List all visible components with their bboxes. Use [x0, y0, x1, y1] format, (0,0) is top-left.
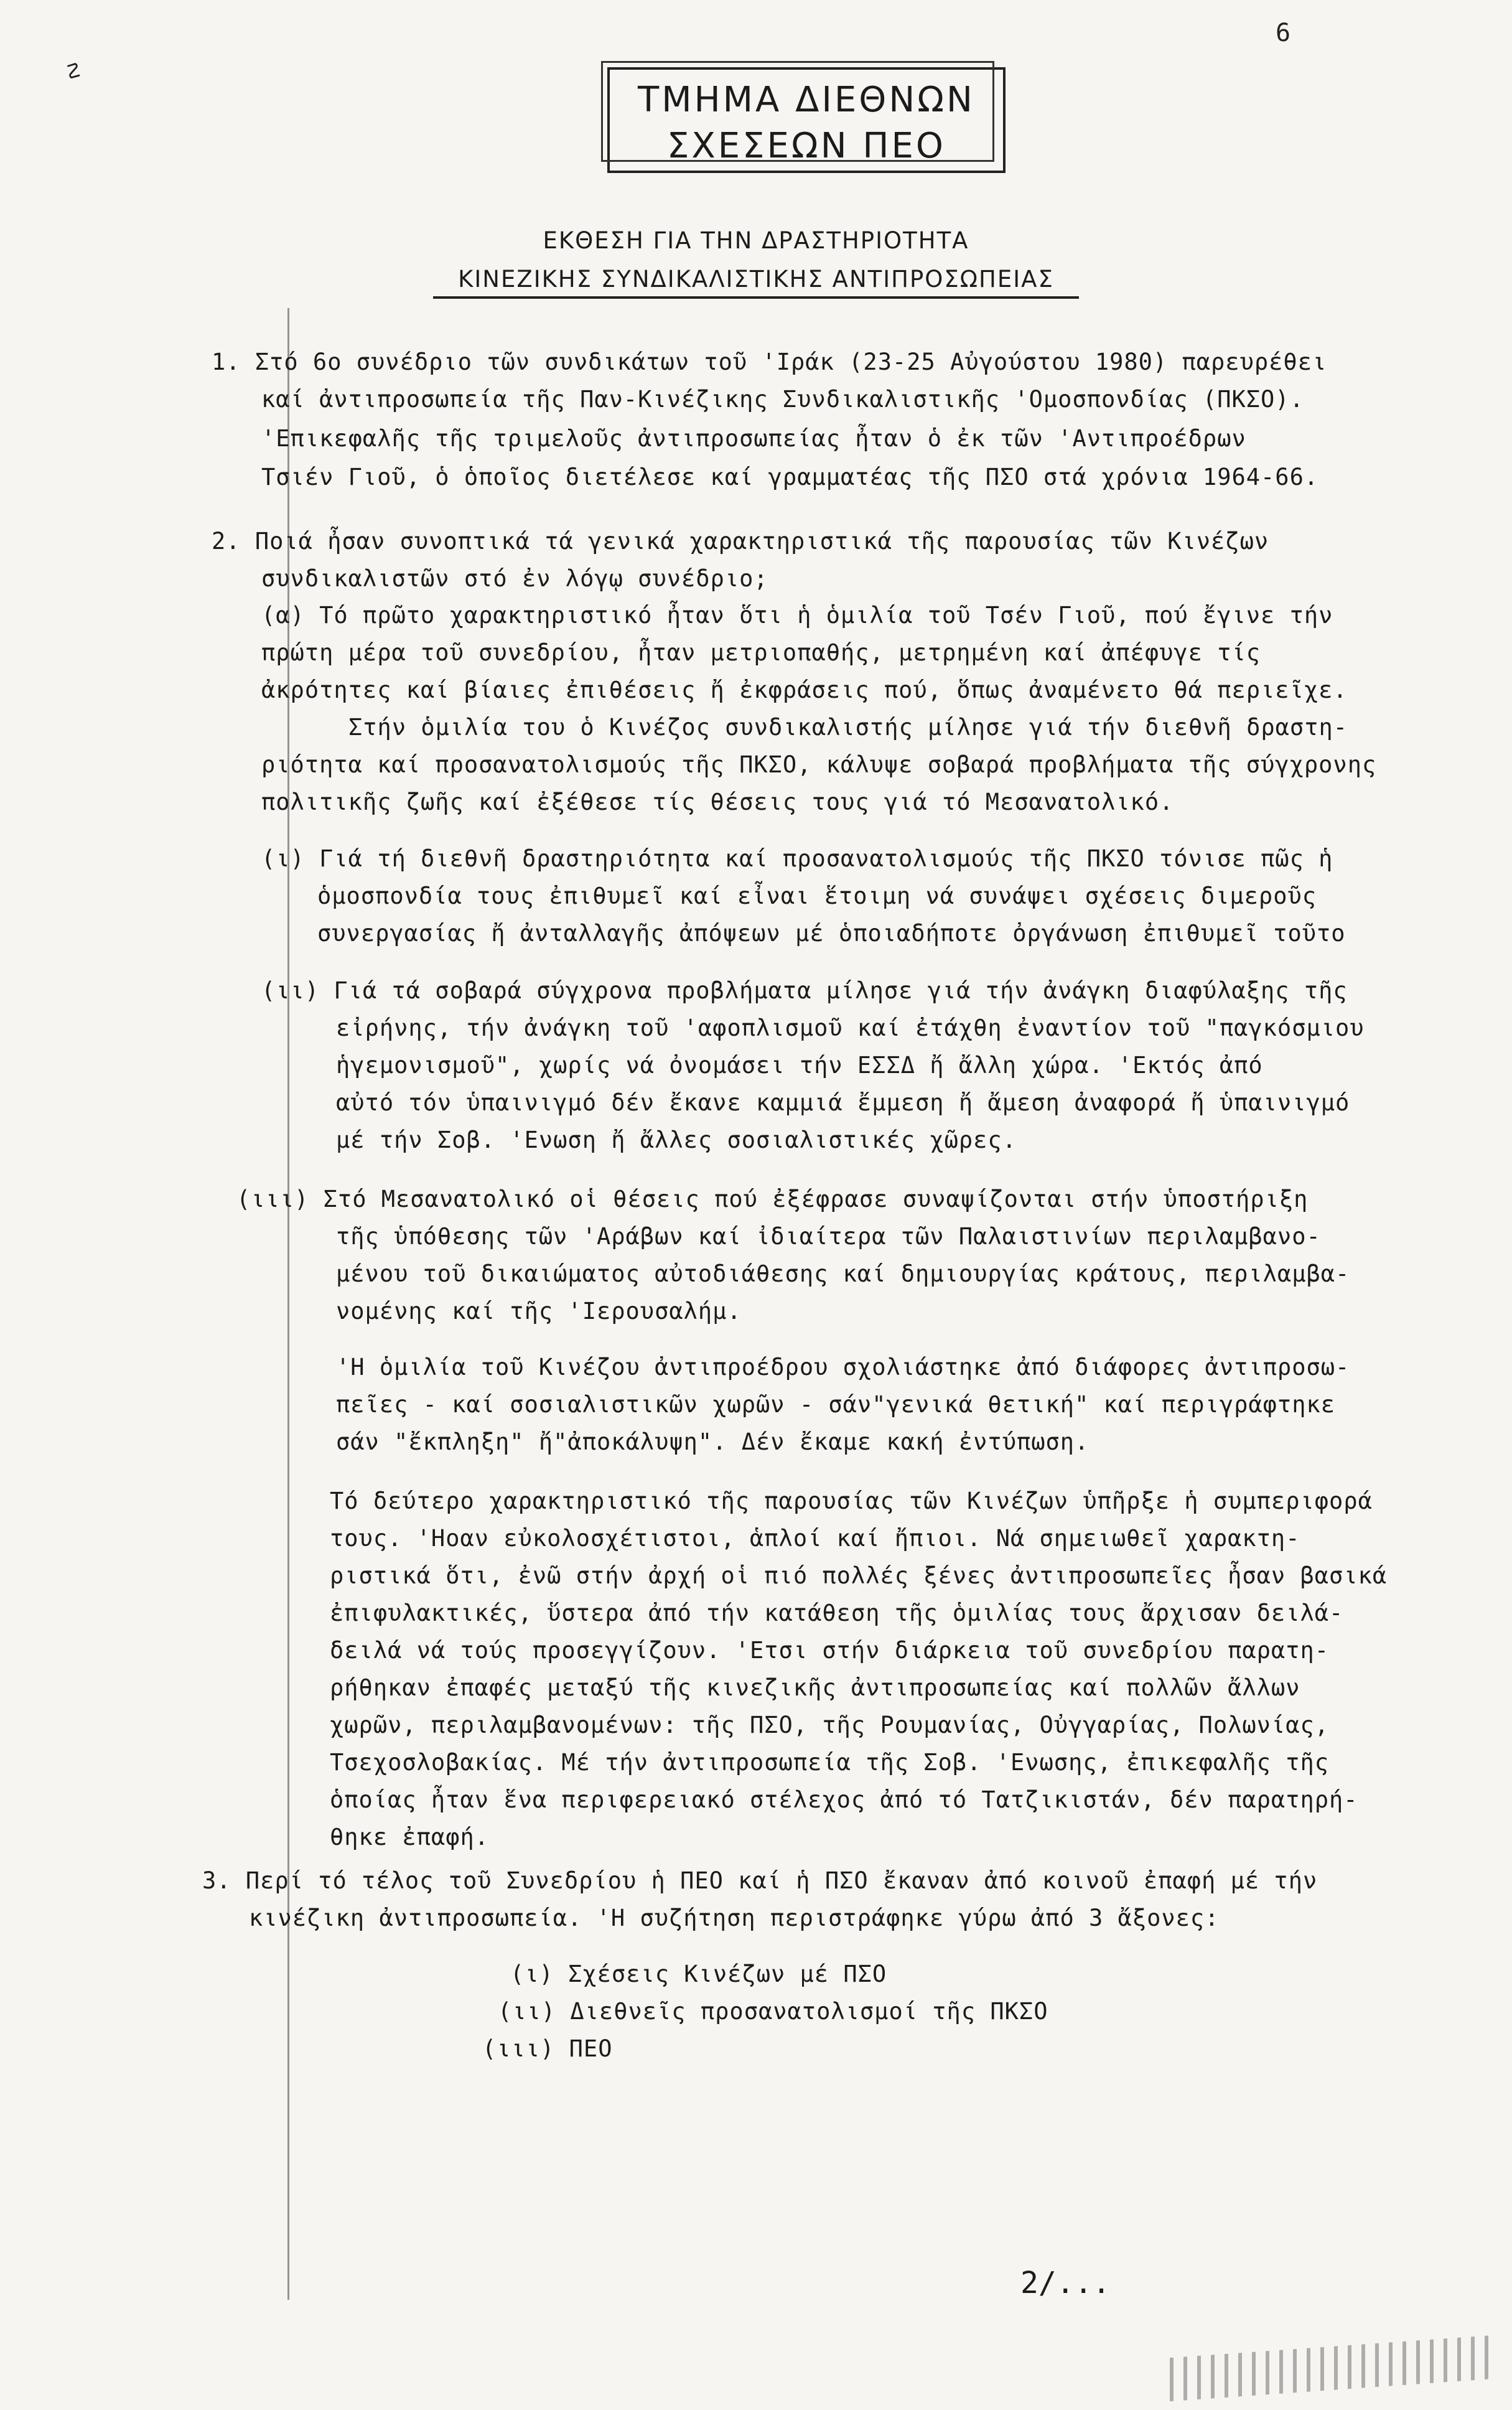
- report-title-line-1: ΕΚΘΕΣΗ ΓΙΑ ΤΗΝ ΔΡΑΣΤΗΡΙΟΤΗΤΑ: [543, 227, 969, 254]
- text-line-17: εἰρήνης, τήν ἀνάγκη τοῦ 'αφοπλισμοῦ καί ἐτάχθη ἐναντίον τοῦ "παγκόσμιου: [336, 1015, 1365, 1041]
- text-line-34: χωρῶν, περιλαμβανομένων: τῆς ΠΣΟ, τῆς Ρουμανίας, Οὐγγαρίας, Πολωνίας,: [330, 1712, 1330, 1738]
- stamp-line-1: ΤΜΗΜΑ ΔΙΕΘΝΩΝ: [638, 80, 975, 120]
- text-line-30: ριστικά ὅτι, ἐνῶ στήν ἀρχή οἱ πιό πολλές ξένες ἀντιπροσωπεῖες ἦσαν βασικά: [330, 1562, 1388, 1589]
- text-line-28: Τό δεύτερο χαρακτηριστικό τῆς παρουσίας τῶν Κινέζων ὑπῆρξε ἡ συμπεριφορά: [330, 1488, 1373, 1514]
- text-line-8: πρώτη μέρα τοῦ συνεδρίου, ἦταν μετριοπαθής, μετρημένη καί ἀπέφυγε τίς: [261, 639, 1261, 666]
- text-line-19: αὐτό τόν ὑπαινιγμό δέν ἔκανε καμμιά ἔμμεση ἤ ἄμεση ἀναφορά ἤ ὑπαινιγμό: [336, 1089, 1350, 1116]
- text-line-15: συνεργασίας ἤ ἀνταλλαγῆς ἀπόψεων μέ ὁποιαδήποτε ὀργάνωση ἐπιθυμεῖ τοῦτο: [317, 920, 1346, 947]
- text-line-11: ριότητα καί προσανατολισμούς τῆς ΠΚΣΟ, κάλυψε σοβαρά προβλήματα τῆς σύγχρονης: [261, 751, 1377, 778]
- text-line-26: πεῖες - καί σοσιαλιστικῶν χωρῶν - σάν"γενικά θετική" καί περιγράφτηκε: [336, 1391, 1336, 1418]
- text-line-20: μέ τήν Σοβ. 'Ενωση ἤ ἄλλες σοσιαλιστικές χῶρες.: [336, 1127, 1017, 1153]
- text-line-23: μένου τοῦ δικαιώματος αὐτοδιάθεσης καί δημιουργίας κράτους, περιλαμβα-: [336, 1260, 1350, 1287]
- page-number: 2/...: [1020, 2266, 1111, 2300]
- text-line-7: (α) Τό πρῶτο χαρακτηριστικό ἦταν ὅτι ἡ ὁμιλία τοῦ Τσέν Γιοῦ, πού ἔγινε τήν: [261, 602, 1333, 629]
- text-line-2: καί ἀντιπροσωπεία τῆς Παν-Κινέζικης Συνδικαλιστικῆς 'Ομοσπονδίας (ΠΚΣΟ).: [261, 386, 1304, 413]
- corner-number: 6: [1276, 19, 1291, 47]
- text-line-13: (ι) Γιά τή διεθνῆ δραστηριότητα καί προσανατολισμούς τῆς ΠΚΣΟ τόνισε πῶς ἡ: [261, 845, 1333, 872]
- text-line-32: δειλά νά τούς προσεγγίζουν. 'Ετσι στήν διάρκεια τοῦ συνεδρίου παρατη-: [330, 1637, 1330, 1664]
- text-line-35: Τσεχοσλοβακίας. Μέ τήν ἀντιπροσωπεία τῆς Σοβ. 'Ενωσης, ἐπικεφαλῆς τῆς: [330, 1749, 1330, 1776]
- text-line-27: σάν "ἔκπληξη" ἤ"ἀποκάλυψη". Δέν ἔκαμε κακή ἐντύπωση.: [336, 1428, 1090, 1455]
- text-line-42: (ιιι) ΠΕΟ: [482, 2035, 613, 2062]
- text-line-38: 3. Περί τό τέλος τοῦ Συνεδρίου ἡ ΠΕΟ καί ἡ ΠΣΟ ἔκαναν ἀπό κοινοῦ ἐπαφή μέ τήν: [202, 1867, 1318, 1894]
- text-line-9: ἀκρότητες καί βίαιες ἐπιθέσεις ἤ ἐκφράσεις πού, ὅπως ἀναμένετο θά περιεῖχε.: [261, 677, 1348, 703]
- text-line-41: (ιι) Διεθνεῖς προσανατολισμοί τῆς ΠΚΣΟ: [498, 1998, 1048, 2025]
- text-line-1: 1. Στό 6ο συνέδριο τῶν συνδικάτων τοῦ 'Ιράκ (23-25 Αὐγούστου 1980) παρευρέθει: [212, 349, 1327, 375]
- text-line-5: 2. Ποιά ἦσαν συνοπτικά τά γενικά χαρακτηριστικά τῆς παρουσίας τῶν Κινέζων: [212, 528, 1269, 555]
- department-stamp: [607, 67, 1006, 173]
- text-line-25: 'Η ὁμιλία τοῦ Κινέζου ἀντιπροέδρου σχολιάστηκε ἀπό διάφορες ἀντιπροσω-: [336, 1354, 1350, 1381]
- report-title-underlined: ΚΙΝΕΖΙΚΗΣ ΣΥΝΔΙΚΑΛΙΣΤΙΚΗΣ ΑΝΤΙΠΡΟΣΩΠΕΙΑΣ: [433, 266, 1079, 299]
- text-line-4: Τσιέν Γιοῦ, ὁ ὁποῖος διετέλεσε καί γραμματέας τῆς ΠΣΟ στά χρόνια 1964-66.: [261, 464, 1319, 490]
- text-line-16: (ιι) Γιά τά σοβαρά σύγχρονα προβλήματα μίλησε γιά τήν ἀνάγκη διαφύλαξης τῆς: [261, 977, 1348, 1004]
- text-line-40: (ι) Σχέσεις Κινέζων μέ ΠΣΟ: [510, 1961, 887, 1987]
- stamp-inner-border: [601, 61, 994, 162]
- text-line-14: ὁμοσπονδία τους ἐπιθυμεῖ καί εἶναι ἕτοιμη νά συνάψει σχέσεις διμεροῦς: [317, 883, 1317, 909]
- corner-scribble-icon: ☡: [67, 59, 80, 84]
- text-line-33: ρήθηκαν ἐπαφές μεταξύ τῆς κινεζικῆς ἀντιπροσωπείας καί πολλῶν ἄλλων: [330, 1674, 1300, 1701]
- text-line-36: ὁποίας ἦταν ἕνα περιφερειακό στέλεχος ἀπό τό Τατζικιστάν, δέν παρατηρή-: [330, 1786, 1358, 1813]
- text-line-22: τῆς ὑπόθεσης τῶν 'Αράβων καί ἰδιαίτερα τῶν Παλαιστινίων περιλαμβανο-: [336, 1223, 1321, 1250]
- text-line-39: κινέζικη ἀντιπροσωπεία. 'Η συζήτηση περιστράφηκε γύρω ἀπό 3 ἄξονες:: [249, 1905, 1220, 1931]
- scan-noise: [1170, 2335, 1493, 2401]
- text-line-37: θηκε ἐπαφή.: [330, 1824, 490, 1850]
- text-line-18: ἡγεμονισμοῦ", χωρίς νά ὀνομάσει τήν ΕΣΣΔ ἤ ἄλλη χώρα. 'Εκτός ἀπό: [336, 1052, 1263, 1079]
- text-line-31: ἐπιφυλακτικές, ὕστερα ἀπό τήν κατάθεση τῆς ὁμιλίας τους ἄρχισαν δειλά-: [330, 1600, 1344, 1626]
- text-line-21: (ιιι) Στό Μεσανατολικό οἱ θέσεις πού ἐξέφρασε συναψίζονται στήν ὑποστήριξη: [236, 1186, 1309, 1212]
- text-line-10: Στήν ὁμιλία του ὁ Κινέζος συνδικαλιστής μίλησε γιά τήν διεθνῆ δραστη-: [348, 714, 1348, 741]
- text-line-24: νομένης καί τῆς 'Ιερουσαλήμ.: [336, 1298, 742, 1325]
- text-line-3: 'Επικεφαλῆς τῆς τριμελοῦς ἀντιπροσωπείας ἦταν ὁ ἐκ τῶν 'Αντιπροέδρων: [261, 425, 1246, 452]
- text-line-29: τους. 'Ηοαν εὐκολοσχέτιστοι, ἁπλοί καί ἤπιοι. Νά σημειωθεῖ χαρακτη-: [330, 1525, 1300, 1552]
- stamp-line-2: ΣΧΕΣΕΩΝ ΠΕΟ: [667, 126, 946, 166]
- text-line-6: συνδικαλιστῶν στό ἐν λόγῳ συνέδριο;: [261, 565, 768, 592]
- text-line-12: πολιτικῆς ζωῆς καί ἐξέθεσε τίς θέσεις τους γιά τό Μεσανατολικό.: [261, 789, 1174, 815]
- report-title-line-2: [0, 266, 1512, 293]
